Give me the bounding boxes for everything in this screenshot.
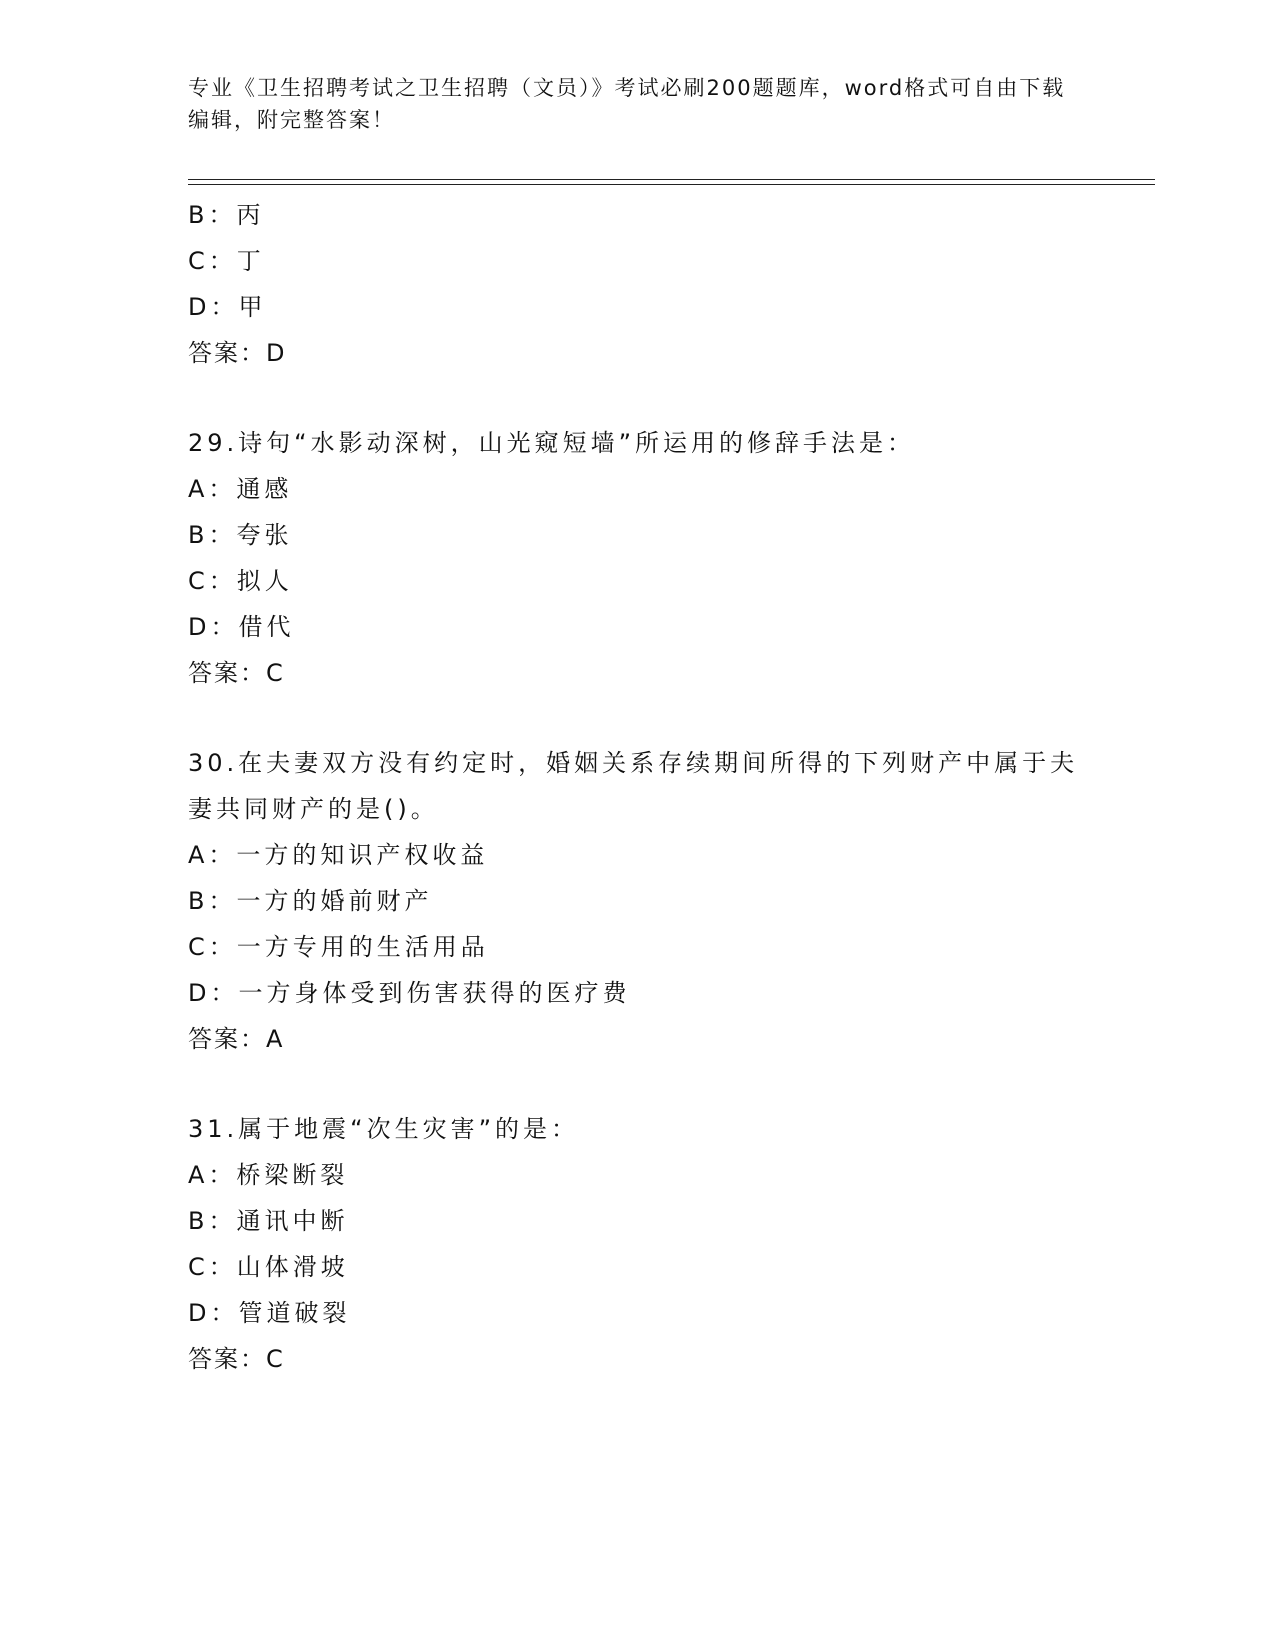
option-d: D：管道破裂 [188, 1299, 351, 1327]
header-divider-top [188, 179, 1155, 180]
option-d: D：一方身体受到伤害获得的医疗费 [188, 979, 631, 1007]
option-c: C：拟人 [188, 567, 293, 595]
spacer [188, 376, 1088, 420]
spacer [188, 696, 1088, 740]
document-header: 专业《卫生招聘考试之卫生招聘（文员）》考试必刷200题题库，word格式可自由下载编辑，附完整答案！ [188, 76, 1066, 132]
header-divider-bottom [188, 184, 1155, 185]
question-text: 29.诗句“水影动深树，山光窥短墙”所运用的修辞手法是： [188, 429, 916, 457]
option-b: B：丙 [188, 201, 265, 229]
option-c: C：一方专用的生活用品 [188, 933, 489, 961]
answer-line: 答案：C [188, 659, 285, 687]
partial-question [188, 192, 1088, 376]
option-a: A：一方的知识产权收益 [188, 841, 489, 869]
answer-line: 答案：A [188, 1025, 285, 1053]
question-29 [188, 420, 1088, 696]
option-c: C：丁 [188, 247, 265, 275]
question-text: 30.在夫妻双方没有约定时，婚姻关系存续期间所得的下列财产中属于夫妻共同财产的是()。 [188, 749, 1079, 823]
option-b: B：通讯中断 [188, 1207, 349, 1235]
option-c: C：山体滑坡 [188, 1253, 349, 1281]
option-a: A：桥梁断裂 [188, 1161, 349, 1189]
question-30 [188, 740, 1088, 1062]
question-content [188, 192, 1088, 1382]
answer-line: 答案：D [188, 339, 287, 367]
spacer [188, 1062, 1088, 1106]
answer-line: 答案：C [188, 1345, 285, 1373]
question-31 [188, 1106, 1088, 1382]
question-text: 31.属于地震“次生灾害”的是： [188, 1115, 580, 1143]
option-d: D：甲 [188, 293, 267, 321]
option-b: B：一方的婚前财产 [188, 887, 433, 915]
option-b: B：夸张 [188, 521, 293, 549]
option-a: A：通感 [188, 475, 293, 503]
option-d: D：借代 [188, 613, 295, 641]
